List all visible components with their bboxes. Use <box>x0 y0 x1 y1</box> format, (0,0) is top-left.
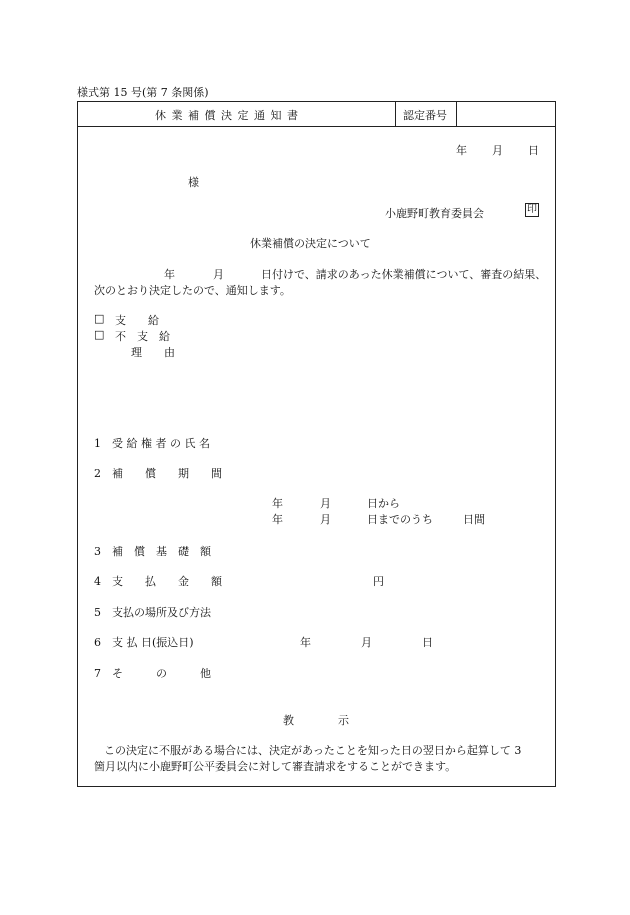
body-year: 年 <box>164 268 175 281</box>
notice-heading: 教 示 <box>283 714 349 727</box>
pay-label: 支 給 <box>115 314 159 327</box>
nopay-checkbox: □ <box>94 328 105 341</box>
date-day: 日 <box>528 144 539 157</box>
issuer-name: 小鹿野町教育委員会 <box>385 207 484 220</box>
item-other: 7 そ の 他 <box>94 667 211 680</box>
form-number: 様式第 15 号(第 7 条関係) <box>77 86 209 99</box>
nopay-label: 不 支 給 <box>115 330 170 343</box>
period-days: 日間 <box>463 513 485 526</box>
payment-date-day: 日 <box>422 636 433 649</box>
item-compensation-period: 2 補 償 期 間 <box>94 467 222 480</box>
seal-mark <box>525 203 539 217</box>
period-to-month: 月 <box>320 513 331 526</box>
reason-label: 理 由 <box>131 346 175 359</box>
item-base-amount: 3 補 償 基 礎 額 <box>94 545 211 558</box>
item-payment-method: 5 支払の場所及び方法 <box>94 606 211 619</box>
document-title: 休 業 補 償 決 定 通 知 書 <box>155 109 299 122</box>
period-from-day: 日から <box>367 497 400 510</box>
item-payment-date: 6 支 払 日(振込日) <box>94 636 194 649</box>
seal-char: 印 <box>527 204 537 215</box>
cert-number-label: 認定番号 <box>403 109 447 122</box>
payment-yen: 円 <box>373 575 384 588</box>
item-payment-amount: 4 支 払 金 額 <box>94 575 222 588</box>
period-from-month: 月 <box>320 497 331 510</box>
header-box <box>77 101 556 127</box>
subject: 休業補償の決定について <box>250 237 371 250</box>
item-recipient-name: 1 受 給 権 者 の 氏 名 <box>94 437 210 450</box>
notice-line2: 箇月以内に小鹿野町公平委員会に対して審査請求をすることができます。 <box>94 760 457 773</box>
body-month: 月 <box>213 268 224 281</box>
payment-date-month: 月 <box>361 636 372 649</box>
date-year: 年 <box>456 144 467 157</box>
date-month: 月 <box>492 144 503 157</box>
header-divider <box>395 101 396 127</box>
addressee-suffix: 様 <box>188 176 199 189</box>
body-line2: 次のとおり決定したので、通知します。 <box>94 284 291 297</box>
header-divider <box>456 101 457 127</box>
period-to-day: 日までのうち <box>367 513 433 526</box>
period-to-year: 年 <box>272 513 283 526</box>
form-body-box <box>77 127 556 787</box>
pay-checkbox: □ <box>94 312 105 325</box>
body-line1: 日付けで、請求のあった休業補償について、審査の結果、 <box>261 268 547 281</box>
period-from-year: 年 <box>272 497 283 510</box>
notice-line1: この決定に不服がある場合には、決定があったことを知った日の翌日から起算して 3 <box>104 744 522 757</box>
payment-date-year: 年 <box>300 636 311 649</box>
